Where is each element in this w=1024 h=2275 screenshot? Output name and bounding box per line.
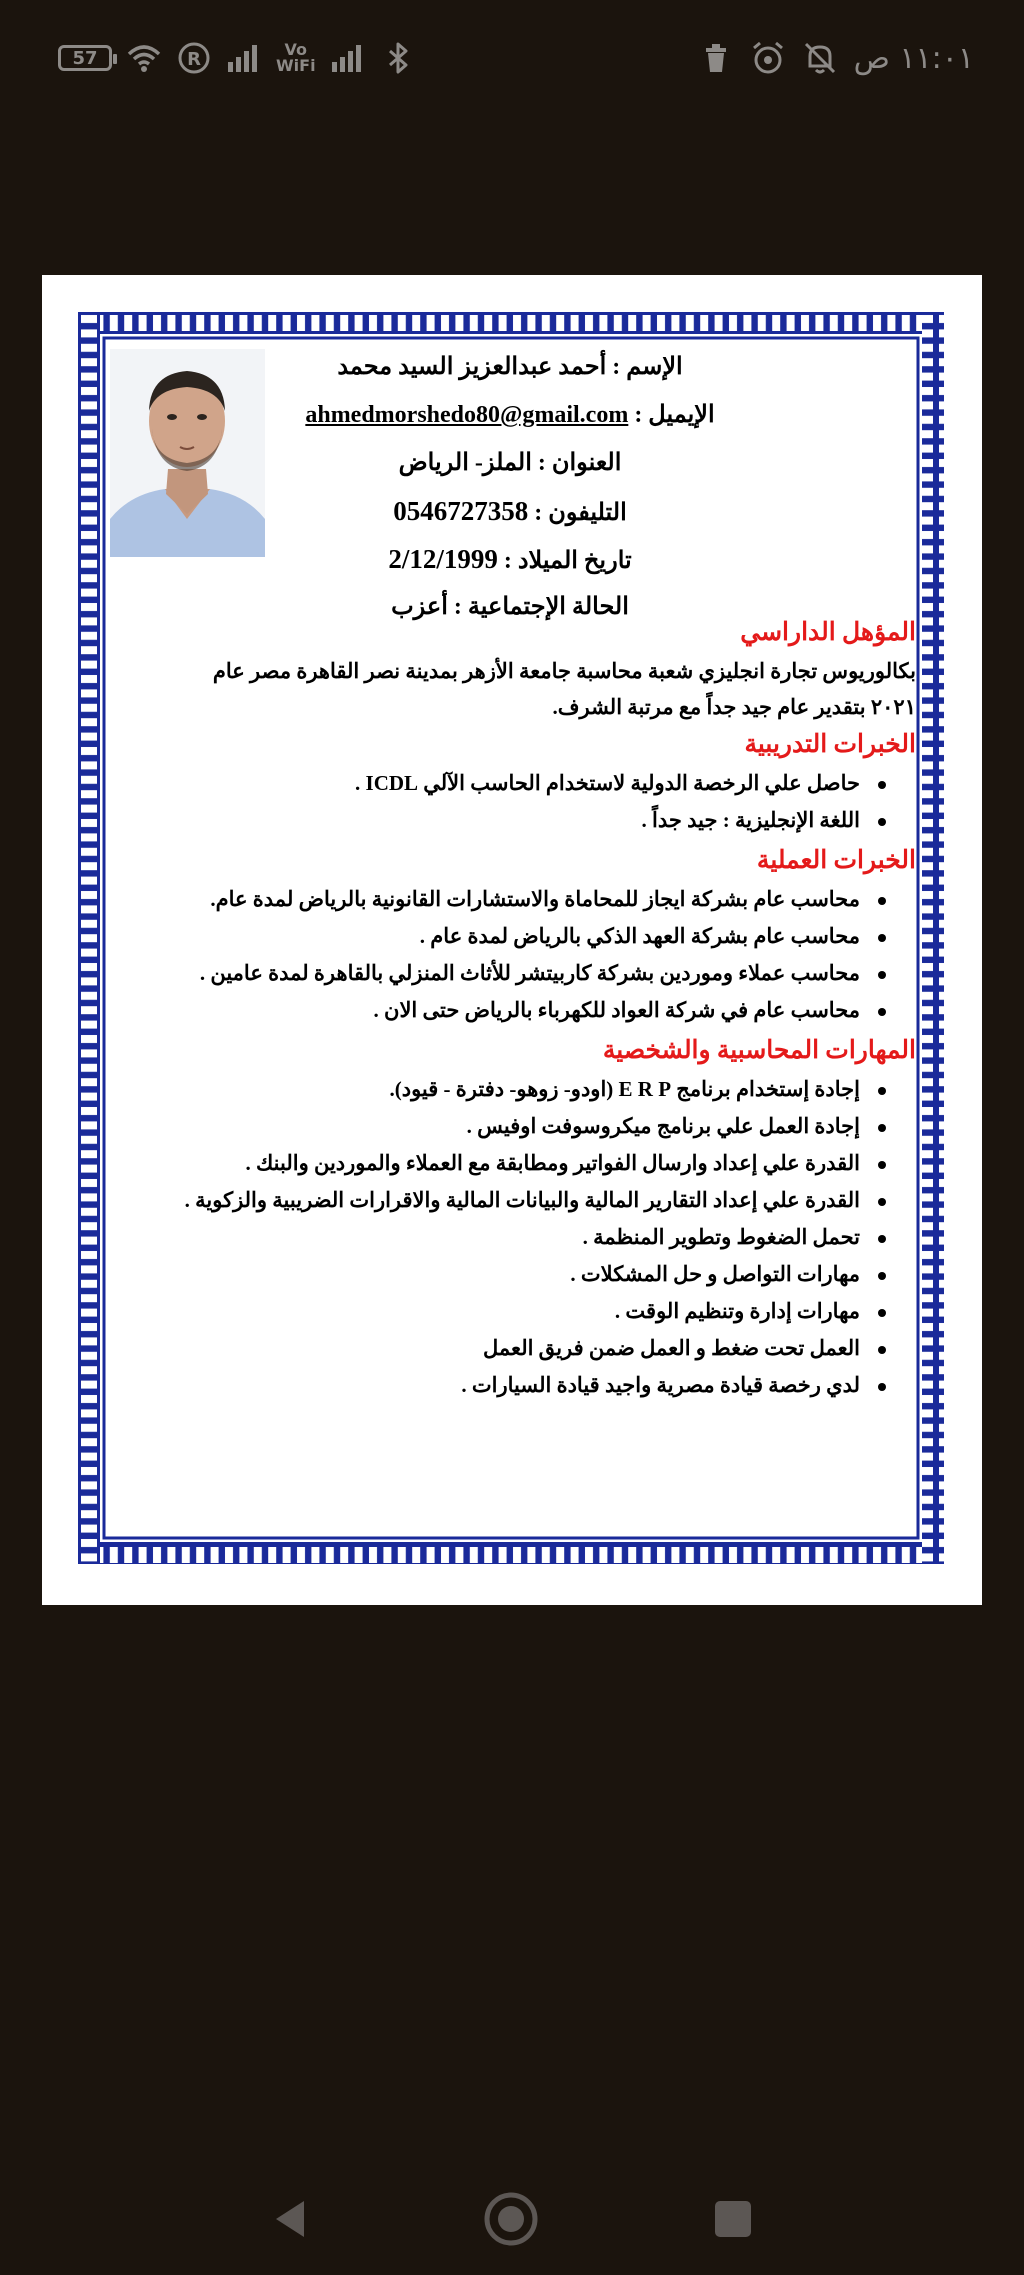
- list-item: لدي رخصة قيادة مصرية واجيد قيادة السيارات .: [110, 1367, 916, 1404]
- cv-document[interactable]: [42, 275, 982, 1605]
- education-line-1: بكالوريوس تجارة انجليزي شعبة محاسبة جامعة الأزهر بمدينة نصر القاهرة مصر عام: [212, 659, 916, 683]
- battery-level: 57: [72, 47, 98, 69]
- experience-list: [110, 881, 916, 1029]
- birth-line: [260, 535, 760, 583]
- list-item: محاسب عام في شركة العواد للكهرباء بالرياض حتى الان .: [110, 992, 916, 1029]
- list-item: القدرة علي إعداد التقارير المالية والبيانات المالية والاقرارات الضريبية والزكوية .: [110, 1182, 916, 1219]
- phone-value: 0546727358: [393, 496, 529, 526]
- education-title: المؤهل الداراسي: [740, 619, 916, 646]
- recents-button[interactable]: [703, 2189, 763, 2249]
- list-item: مهارات إدارة وتنظيم الوقت .: [110, 1293, 916, 1330]
- alarm-icon: [750, 40, 786, 76]
- phone-label: التليفون :: [534, 500, 627, 526]
- birth-label: تاريخ الميلاد :: [503, 548, 632, 574]
- status-bar: [0, 0, 1024, 115]
- list-item: إجادة العمل علي برنامج ميكروسوفت اوفيس .: [110, 1108, 916, 1145]
- recents-icon: [713, 2199, 753, 2239]
- birth-value: 2/12/1999: [388, 544, 498, 574]
- email-label: الإيميل :: [634, 402, 715, 428]
- list-item: إجادة إستخدام برنامج E R P (اودو- زوهو- دفترة - قيود).: [110, 1071, 916, 1108]
- list-item: اللغة الإنجليزية : جيد جداً .: [110, 802, 916, 839]
- name-line: الإسم : أحمد عبدالعزيز السيد محمد: [337, 354, 683, 380]
- bluetooth-icon: [380, 40, 416, 76]
- list-item: حاصل علي الرخصة الدولية لاستخدام الحاسب الآلي ICDL .: [110, 765, 916, 802]
- navigation-bar: [0, 2165, 1024, 2275]
- email-line: [260, 391, 760, 439]
- education-text: [110, 653, 916, 725]
- mute-icon: [802, 40, 838, 76]
- experience-title: الخبرات العملية: [756, 847, 916, 874]
- personal-info: [260, 343, 760, 631]
- wifi-icon: [126, 40, 162, 76]
- status-bar-left: [58, 36, 416, 80]
- home-button[interactable]: [481, 2189, 541, 2249]
- registered-icon: [176, 40, 212, 76]
- status-bar-right: [698, 36, 974, 80]
- back-icon: [270, 2197, 310, 2241]
- profile-photo: [110, 349, 265, 557]
- address-line: العنوان : الملز- الرياض: [398, 450, 622, 476]
- list-item: محاسب عملاء وموردين بشركة كاربيتشر للأثاث المنزلي بالقاهرة لمدة عامين .: [110, 955, 916, 992]
- marital-line: الحالة الإجتماعية : أعزب: [391, 594, 629, 620]
- phone-line: [260, 487, 760, 535]
- list-item: محاسب عام بشركة ايجاز للمحاماة والاستشارات القانونية بالرياض لمدة عام.: [110, 881, 916, 918]
- back-button[interactable]: [260, 2189, 320, 2249]
- list-item: مهارات التواصل و حل المشكلات .: [110, 1256, 916, 1293]
- vowifi-top: Vo: [284, 40, 308, 59]
- signal-icon: [226, 40, 262, 76]
- training-title: الخبرات التدريبية: [744, 731, 916, 758]
- signal-icon: [330, 40, 366, 76]
- vowifi-bottom: WiFi: [276, 56, 316, 75]
- cv-content: [110, 341, 916, 1541]
- email-link[interactable]: ahmedmorshedo80@gmail.com: [305, 402, 629, 428]
- svg-text:R: R: [187, 49, 201, 70]
- list-item: القدرة علي إعداد وارسال الفواتير ومطابقة مع العملاء والموردين والبنك .: [110, 1145, 916, 1182]
- skills-title: المهارات المحاسبية والشخصية: [602, 1037, 916, 1064]
- list-item: العمل تحت ضغط و العمل ضمن فريق العمل: [110, 1330, 916, 1367]
- battery-icon: [58, 45, 112, 71]
- vowifi-icon: [276, 42, 316, 74]
- trash-icon: [698, 40, 734, 76]
- training-list: [110, 765, 916, 839]
- education-line-2: ٢٠٢١ بتقدير عام جيد جداً مع مرتبة الشرف.: [552, 695, 916, 719]
- list-item: تحمل الضغوط وتطوير المنظمة .: [110, 1219, 916, 1256]
- skills-list: [110, 1071, 916, 1404]
- clock: ١١:٠١ ص: [853, 40, 974, 76]
- list-item: محاسب عام بشركة العهد الذكي بالرياض لمدة عام .: [110, 918, 916, 955]
- home-icon: [483, 2191, 539, 2247]
